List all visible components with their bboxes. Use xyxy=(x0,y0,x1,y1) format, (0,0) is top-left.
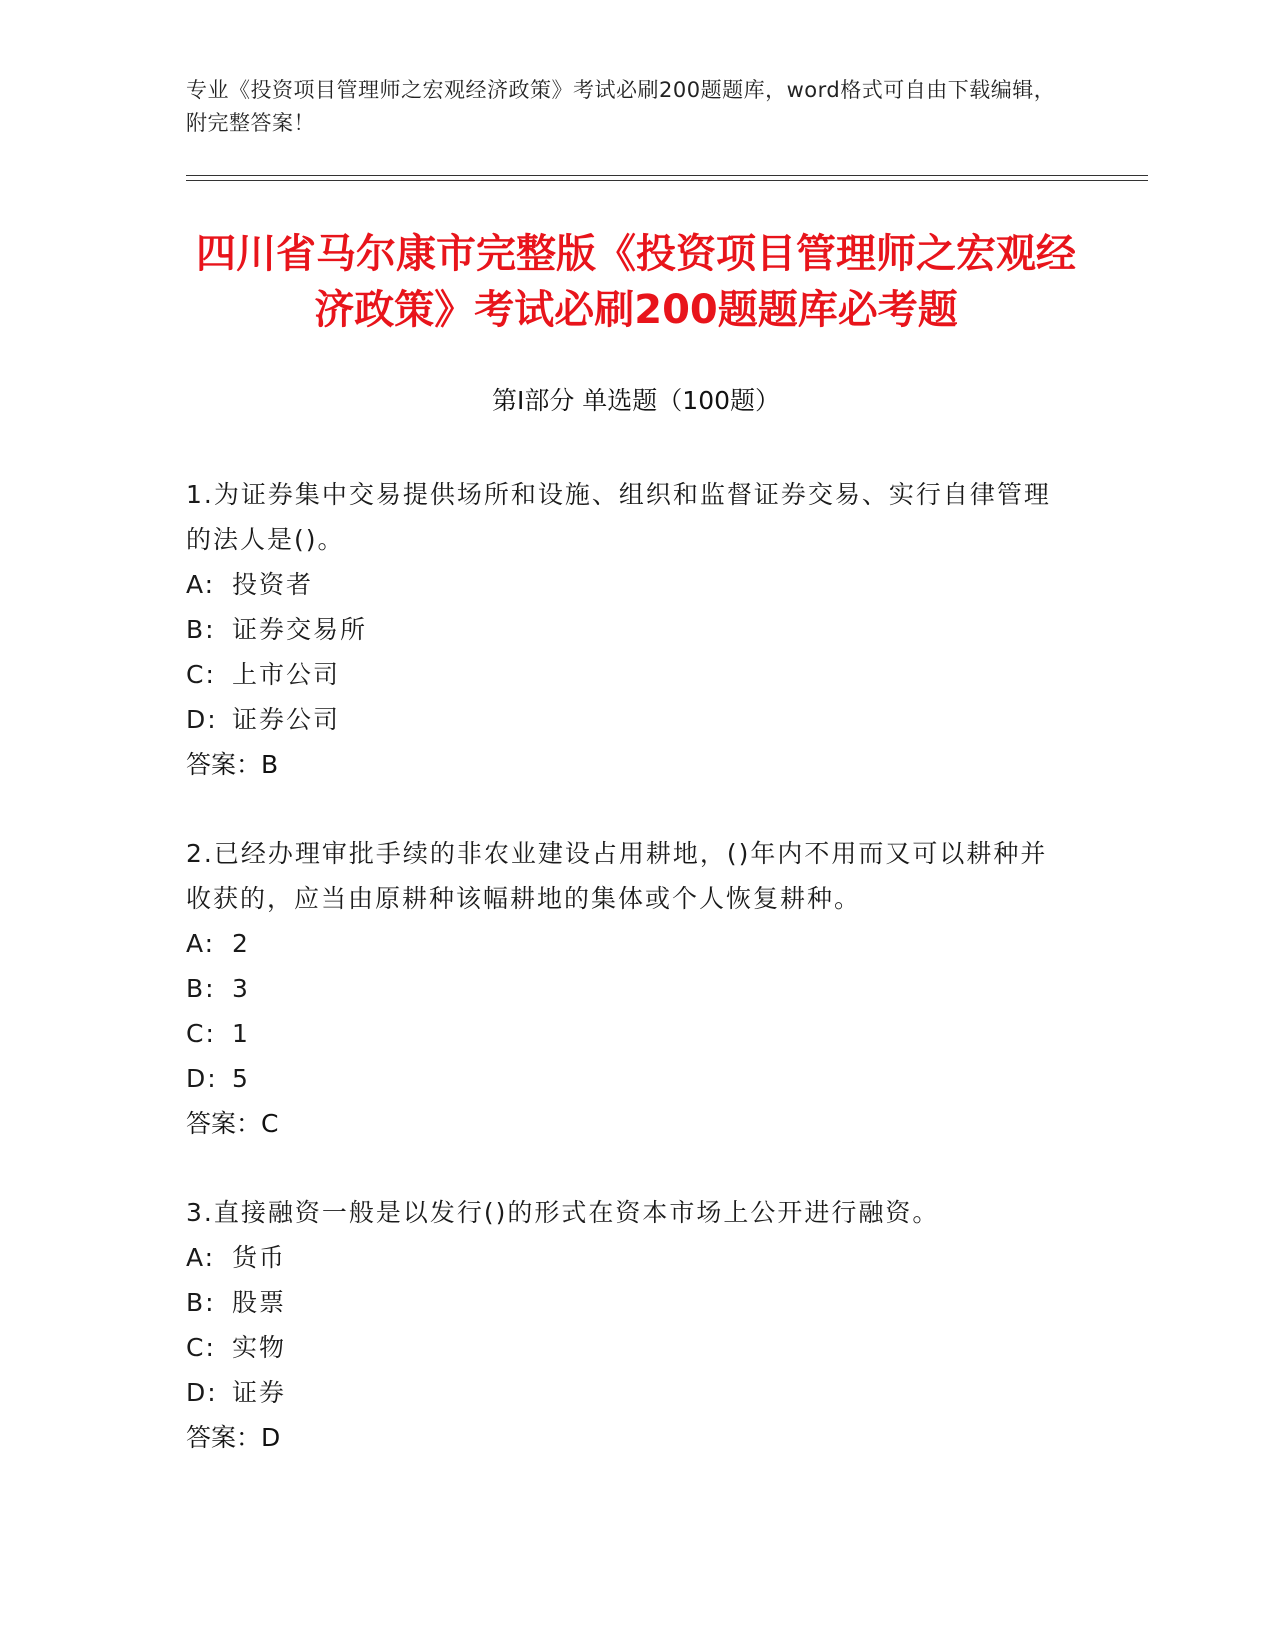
option-letter: C: xyxy=(186,1019,216,1048)
answer-line xyxy=(186,1415,1066,1460)
answer-line xyxy=(186,742,1066,787)
option-text: 证券公司 xyxy=(232,705,341,734)
option-letter: D: xyxy=(186,1064,218,1093)
option-a xyxy=(186,921,1066,966)
question-list xyxy=(186,472,1066,1504)
option-b xyxy=(186,607,1066,652)
option-c xyxy=(186,1011,1066,1056)
option-text: 5 xyxy=(232,1064,250,1093)
option-text: 股票 xyxy=(232,1288,287,1317)
answer-value: D xyxy=(261,1423,281,1452)
header-divider xyxy=(186,175,1148,181)
option-letter: A: xyxy=(186,929,216,958)
option-text: 证券交易所 xyxy=(232,615,368,644)
option-text: 投资者 xyxy=(232,570,314,599)
option-letter: B: xyxy=(186,615,216,644)
section-title: 第Ⅰ部分 单选题（100题） xyxy=(491,386,781,415)
answer-label: 答案： xyxy=(186,750,262,779)
option-letter: A: xyxy=(186,570,216,599)
option-letter: D: xyxy=(186,705,218,734)
option-d xyxy=(186,1056,1066,1101)
question-2 xyxy=(186,831,1066,1146)
option-a xyxy=(186,1235,1066,1280)
question-1 xyxy=(186,472,1066,787)
option-d xyxy=(186,697,1066,742)
header-note: 专业《投资项目管理师之宏观经济政策》考试必刷200题题库，word格式可自由下载编辑，附完整答案！ xyxy=(186,78,1056,135)
option-text: 实物 xyxy=(232,1333,287,1362)
option-text: 上市公司 xyxy=(232,660,341,689)
option-c xyxy=(186,652,1066,697)
option-letter: B: xyxy=(186,1288,216,1317)
answer-value: C xyxy=(261,1109,279,1138)
option-b xyxy=(186,1280,1066,1325)
answer-value: B xyxy=(261,750,279,779)
question-stem: 2.已经办理审批手续的非农业建设占用耕地，()年内不用而又可以耕种并收获的，应当由原耕种该幅耕地的集体或个人恢复耕种。 xyxy=(186,839,1048,913)
option-letter: C: xyxy=(186,660,216,689)
option-d xyxy=(186,1370,1066,1415)
question-stem: 3.直接融资一般是以发行()的形式在资本市场上公开进行融资。 xyxy=(186,1198,940,1227)
option-a xyxy=(186,562,1066,607)
option-text: 证券 xyxy=(232,1378,287,1407)
option-text: 3 xyxy=(232,974,250,1003)
question-3 xyxy=(186,1190,1066,1460)
option-c xyxy=(186,1325,1066,1370)
answer-label: 答案： xyxy=(186,1109,262,1138)
option-b xyxy=(186,966,1066,1011)
option-letter: C: xyxy=(186,1333,216,1362)
option-letter: D: xyxy=(186,1378,218,1407)
option-text: 2 xyxy=(232,929,250,958)
document-title: 四川省马尔康市完整版《投资项目管理师之宏观经济政策》考试必刷200题题库必考题 xyxy=(196,231,1076,333)
answer-line xyxy=(186,1101,1066,1146)
option-text: 1 xyxy=(232,1019,250,1048)
question-stem: 1.为证券集中交易提供场所和设施、组织和监督证券交易、实行自律管理的法人是()。 xyxy=(186,480,1051,554)
answer-label: 答案： xyxy=(186,1423,262,1452)
option-letter: B: xyxy=(186,974,216,1003)
option-text: 货币 xyxy=(232,1243,287,1272)
option-letter: A: xyxy=(186,1243,216,1272)
